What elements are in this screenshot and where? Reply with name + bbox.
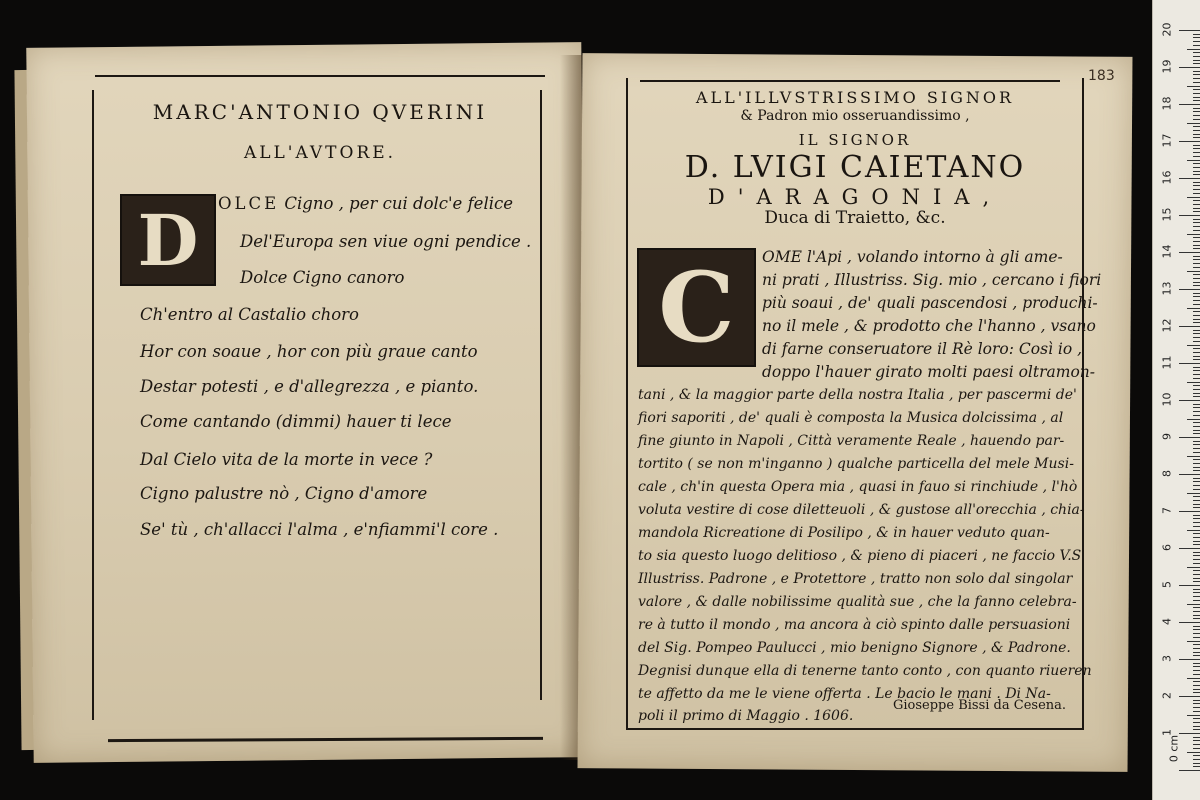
ruler-tick <box>1193 315 1200 316</box>
prose-line-10: tortito ( se non m'inganno ) qualche particella del mele Musi- <box>638 456 1074 472</box>
ruler-tick <box>1179 511 1200 512</box>
ruler-tick <box>1193 248 1200 249</box>
ruler-tick <box>1193 359 1200 360</box>
ruler-tick <box>1193 171 1200 172</box>
prose-line-11: cale , ch'in questa Opera mia , quasi in fauo si rinchiude , l'hò <box>638 479 1078 495</box>
ruler-tick <box>1193 703 1200 704</box>
ruler-tick <box>1179 30 1200 31</box>
ruler-tick <box>1193 204 1200 205</box>
ruler-tick <box>1193 563 1200 564</box>
ruler-tick <box>1193 755 1200 756</box>
ruler-tick <box>1187 271 1200 272</box>
ruler-tick <box>1193 541 1200 542</box>
ruler-tick <box>1193 185 1200 186</box>
ruler-tick <box>1193 152 1200 153</box>
ruler-tick <box>1193 333 1200 334</box>
ruler-tick <box>1193 644 1200 645</box>
verse-line-10: Se' tù , ch'allacci l'alma , e'nfiammi'l core . <box>140 520 499 539</box>
left-top-rule <box>95 75 545 77</box>
ruler-tick <box>1193 552 1200 553</box>
ruler-tick <box>1193 267 1200 268</box>
ruler-tick <box>1179 141 1200 142</box>
ruler-tick <box>1193 766 1200 767</box>
prose-line-5: di farne conseruatore il Rè loro: Così io , <box>762 340 1083 358</box>
ruler-tick <box>1187 86 1200 87</box>
ruler-tick <box>1193 396 1200 397</box>
ruler-tick <box>1193 426 1200 427</box>
ruler-number: 10 <box>1160 392 1174 407</box>
ruler-tick <box>1193 496 1200 497</box>
ruler-tick <box>1193 666 1200 667</box>
prose-line-14: to sia questo luogo delitioso , & pieno di piaceri , ne faccio V.S. <box>638 548 1086 564</box>
ruler-tick <box>1193 433 1200 434</box>
ruler-tick <box>1187 197 1200 198</box>
ruler-tick <box>1193 652 1200 653</box>
ruler-tick <box>1193 611 1200 612</box>
ruler-tick <box>1193 559 1200 560</box>
ruler-tick <box>1193 82 1200 83</box>
ruler-tick <box>1193 259 1200 260</box>
ruler-tick <box>1193 393 1200 394</box>
ruler-tick <box>1193 263 1200 264</box>
ruler-tick <box>1193 570 1200 571</box>
ruler-tick <box>1193 174 1200 175</box>
ruler-tick <box>1187 49 1200 50</box>
ruler-tick <box>1193 637 1200 638</box>
ruler-tick <box>1193 459 1200 460</box>
ruler-tick <box>1193 134 1200 135</box>
ruler-tick <box>1193 193 1200 194</box>
ruler-tick <box>1193 592 1200 593</box>
ruler-tick <box>1193 56 1200 57</box>
dedication-line-1: ALL'ILLVSTRISSIMO SIGNOR <box>695 88 1015 107</box>
prose-line-15: Illustriss. Padrone , e Protettore , tratto non solo dal singolar <box>638 571 1073 587</box>
ruler-tick <box>1193 504 1200 505</box>
ruler-tick <box>1193 337 1200 338</box>
verse-line-2: Del'Europa sen viue ogni pendice . <box>240 232 532 251</box>
ruler-tick <box>1193 352 1200 353</box>
ruler-tick <box>1193 500 1200 501</box>
measurement-ruler <box>1152 0 1200 800</box>
prose-line-17: re à tutto il mondo , ma ancora à ciò spinto dalle persuasioni <box>638 617 1071 633</box>
ruler-tick <box>1187 456 1200 457</box>
ruler-tick <box>1193 108 1200 109</box>
prose-line-12: voluta vestire di cose diletteuoli , & gustose all'orecchia , chia- <box>638 502 1085 518</box>
ruler-number: 15 <box>1160 207 1174 222</box>
ruler-tick <box>1193 674 1200 675</box>
ruler-tick <box>1193 633 1200 634</box>
ruler-tick <box>1193 489 1200 490</box>
prose-line-21: poli il primo di Maggio . 1606. <box>638 708 854 724</box>
verse-line-7: Come cantando (dimmi) hauer ti lece <box>140 412 452 431</box>
verse-line-1-text: Cigno , per cui dolc'e felice <box>279 194 514 213</box>
ruler-tick <box>1193 404 1200 405</box>
ruler-tick <box>1193 685 1200 686</box>
ruler-tick <box>1193 748 1200 749</box>
ruler-tick <box>1187 160 1200 161</box>
ruler-tick <box>1193 648 1200 649</box>
ruler-tick <box>1187 604 1200 605</box>
ruler-tick <box>1193 304 1200 305</box>
verse-line-5: Hor con soaue , hor con più graue canto <box>140 342 478 361</box>
ruler-tick <box>1193 444 1200 445</box>
ruler-tick <box>1179 585 1200 586</box>
prose-line-20: te affetto da me le viene offerta . Le bacio le mani . Di Na- <box>638 686 1051 702</box>
dedication-line-3: IL SIGNOR <box>798 131 912 149</box>
ruler-tick <box>1193 663 1200 664</box>
woodcut-initial-c <box>637 248 756 367</box>
ruler-tick <box>1193 681 1200 682</box>
ruler-tick <box>1193 241 1200 242</box>
prose-line-9: fine giunto in Napoli , Città veramente Reale , hauendo par- <box>638 433 1065 449</box>
dedicatee-name: D. LVIGI CAIETANO <box>684 150 1026 185</box>
ruler-tick <box>1193 596 1200 597</box>
ruler-tick <box>1187 123 1200 124</box>
verse-line-9: Cigno palustre nò , Cigno d'amore <box>140 484 428 503</box>
ruler-tick <box>1193 89 1200 90</box>
ruler-tick <box>1193 148 1200 149</box>
ruler-number: 3 <box>1160 655 1174 662</box>
left-right-rule <box>540 90 542 700</box>
ruler-tick <box>1193 200 1200 201</box>
ruler-tick <box>1193 230 1200 231</box>
ruler-tick <box>1193 744 1200 745</box>
ruler-tick <box>1193 407 1200 408</box>
ruler-tick <box>1187 752 1200 753</box>
ruler-tick <box>1179 474 1200 475</box>
ruler-number: 16 <box>1160 170 1174 185</box>
ruler-tick <box>1193 485 1200 486</box>
ruler-number: 20 <box>1160 22 1174 37</box>
ruler-tick <box>1187 493 1200 494</box>
ruler-tick <box>1193 729 1200 730</box>
ruler-number: 18 <box>1160 96 1174 111</box>
ruler-tick <box>1193 145 1200 146</box>
ruler-tick <box>1193 167 1200 168</box>
ruler-tick <box>1187 345 1200 346</box>
ruler-tick <box>1193 518 1200 519</box>
ruler-tick <box>1193 45 1200 46</box>
ruler-tick <box>1193 341 1200 342</box>
ruler-tick <box>1193 470 1200 471</box>
ruler-tick <box>1179 733 1200 734</box>
ruler-tick <box>1193 707 1200 708</box>
ruler-number: 11 <box>1160 355 1174 370</box>
dedicatee-title: Duca di Traietto, &c. <box>764 208 946 228</box>
ruler-tick <box>1193 389 1200 390</box>
ruler-tick <box>1193 692 1200 693</box>
ruler-tick <box>1193 63 1200 64</box>
ruler-tick <box>1193 71 1200 72</box>
ruler-tick <box>1179 437 1200 438</box>
ruler-tick <box>1193 422 1200 423</box>
ruler-tick <box>1193 763 1200 764</box>
ruler-tick <box>1193 737 1200 738</box>
verse-line-4: Ch'entro al Castalio choro <box>140 305 359 324</box>
verse-line-8: Dal Cielo vita de la morte in vece ? <box>140 450 433 469</box>
ruler-tick <box>1193 319 1200 320</box>
ruler-tick <box>1193 348 1200 349</box>
ruler-tick <box>1193 208 1200 209</box>
ruler-tick <box>1193 581 1200 582</box>
prose-line-13: mandola Ricreatione di Posilipo , & in hauer veduto quan- <box>638 525 1050 541</box>
poem-author: MARC'ANTONIO QVERINI <box>152 100 488 124</box>
ruler-number: 12 <box>1160 318 1174 333</box>
ruler-tick <box>1193 356 1200 357</box>
prose-line-18: del Sig. Pompeo Paulucci , mio benigno Signore , & Padrone. <box>638 640 1071 656</box>
ruler-tick <box>1193 93 1200 94</box>
verse-line-3: Dolce Cigno canoro <box>240 268 405 287</box>
ruler-tick <box>1179 770 1200 771</box>
ruler-tick <box>1179 178 1200 179</box>
dedicatee-house: D'ARAGONIA, <box>707 185 1003 209</box>
ruler-tick <box>1193 367 1200 368</box>
ruler-tick <box>1193 629 1200 630</box>
ruler-tick <box>1193 130 1200 131</box>
ruler-tick <box>1193 415 1200 416</box>
ruler-tick <box>1193 74 1200 75</box>
ruler-tick <box>1193 256 1200 257</box>
ruler-tick <box>1193 52 1200 53</box>
ruler-tick <box>1193 296 1200 297</box>
ruler-tick <box>1187 419 1200 420</box>
ruler-tick <box>1193 97 1200 98</box>
ruler-tick <box>1193 607 1200 608</box>
ruler-unit-label: 0 cm <box>1167 734 1181 763</box>
ruler-tick <box>1193 37 1200 38</box>
ruler-tick <box>1193 41 1200 42</box>
ruler-tick <box>1193 330 1200 331</box>
ruler-tick <box>1179 659 1200 660</box>
prose-line-3: più soaui , de' quali pascendosi , produchi- <box>762 294 1098 312</box>
ruler-tick <box>1193 740 1200 741</box>
signature: Gioseppe Bissi da Cesena. <box>893 698 1067 713</box>
ruler-number: 4 <box>1160 618 1174 625</box>
ruler-tick <box>1193 189 1200 190</box>
ruler-tick <box>1193 274 1200 275</box>
ruler-tick <box>1193 311 1200 312</box>
ruler-number: 5 <box>1160 581 1174 588</box>
ruler-tick <box>1193 467 1200 468</box>
ruler-tick <box>1179 104 1200 105</box>
ruler-tick <box>1193 533 1200 534</box>
prose-line-6: doppo l'hauer girato molti paesi oltramon- <box>762 363 1096 381</box>
ruler-tick <box>1193 226 1200 227</box>
prose-line-16: valore , & dalle nobilissime qualità sue , che la fanno celebra- <box>638 594 1077 610</box>
ruler-tick <box>1193 718 1200 719</box>
ruler-tick <box>1193 378 1200 379</box>
ruler-tick <box>1193 100 1200 101</box>
ruler-tick <box>1179 622 1200 623</box>
ruler-tick <box>1193 78 1200 79</box>
ruler-tick <box>1187 234 1200 235</box>
ruler-tick <box>1193 555 1200 556</box>
initial-letter: C <box>658 251 735 364</box>
prose-line-4: no il mele , & prodotto che l'hanno , vsano <box>762 317 1096 335</box>
ruler-tick <box>1193 481 1200 482</box>
woodcut-initial-d <box>120 194 216 286</box>
ruler-number: 6 <box>1160 544 1174 551</box>
ruler-tick <box>1193 285 1200 286</box>
ruler-tick <box>1179 363 1200 364</box>
ruler-tick <box>1193 722 1200 723</box>
verse-capitals: OLCE <box>218 194 280 213</box>
ruler-number: 19 <box>1160 59 1174 74</box>
right-bottom-rule <box>626 728 1084 730</box>
ruler-tick <box>1193 385 1200 386</box>
ruler-tick <box>1193 115 1200 116</box>
ruler-tick <box>1193 615 1200 616</box>
ruler-tick <box>1179 67 1200 68</box>
ruler-tick <box>1193 600 1200 601</box>
ruler-tick <box>1187 567 1200 568</box>
ruler-tick <box>1187 641 1200 642</box>
prose-line-7: tani , & la maggior parte della nostra Italia , per pascermi de' <box>638 387 1077 403</box>
ruler-tick <box>1179 696 1200 697</box>
ruler-tick <box>1193 245 1200 246</box>
right-top-rule <box>640 80 1060 82</box>
ruler-number: 17 <box>1160 133 1174 148</box>
ruler-tick <box>1193 618 1200 619</box>
ruler-number: 2 <box>1160 692 1174 699</box>
ruler-tick <box>1193 452 1200 453</box>
initial-letter: D <box>137 198 199 282</box>
poem-addressee: ALL'AVTORE. <box>243 143 397 163</box>
ruler-tick <box>1193 726 1200 727</box>
ruler-number: 9 <box>1160 433 1174 440</box>
ruler-tick <box>1179 289 1200 290</box>
ruler-tick <box>1179 548 1200 549</box>
ruler-tick <box>1193 278 1200 279</box>
prose-line-19: Degnisi dunque ella di tenerne tanto conto , con quanto riueren <box>638 663 1092 679</box>
ruler-tick <box>1193 441 1200 442</box>
ruler-tick <box>1193 111 1200 112</box>
ruler-tick <box>1193 448 1200 449</box>
ruler-tick <box>1193 578 1200 579</box>
ruler-tick <box>1179 400 1200 401</box>
ruler-tick <box>1193 544 1200 545</box>
ruler-tick <box>1193 300 1200 301</box>
ruler-tick <box>1187 715 1200 716</box>
ruler-tick <box>1193 589 1200 590</box>
verse-line-1 <box>218 194 513 213</box>
ruler-number: 13 <box>1160 281 1174 296</box>
ruler-tick <box>1193 478 1200 479</box>
ruler-tick <box>1187 530 1200 531</box>
ruler-tick <box>1193 293 1200 294</box>
ruler-tick <box>1193 463 1200 464</box>
ruler-tick <box>1193 282 1200 283</box>
ruler-tick <box>1193 370 1200 371</box>
ruler-tick <box>1193 430 1200 431</box>
ruler-tick <box>1193 411 1200 412</box>
ruler-tick <box>1187 678 1200 679</box>
ruler-tick <box>1187 308 1200 309</box>
ruler-tick <box>1193 522 1200 523</box>
ruler-tick <box>1193 34 1200 35</box>
ruler-tick <box>1193 211 1200 212</box>
ruler-tick <box>1193 119 1200 120</box>
ruler-tick <box>1193 60 1200 61</box>
ruler-tick <box>1193 219 1200 220</box>
ruler-tick <box>1193 182 1200 183</box>
ruler-tick <box>1179 326 1200 327</box>
ruler-tick <box>1193 515 1200 516</box>
prose-line-2: ni prati , Illustriss. Sig. mio , cercano i fiori <box>762 271 1102 289</box>
ruler-tick <box>1193 537 1200 538</box>
ruler-tick <box>1193 626 1200 627</box>
ruler-tick <box>1193 322 1200 323</box>
left-left-rule <box>92 90 94 720</box>
dedication-line-2: & Padron mio osseruandissimo , <box>740 108 970 124</box>
ruler-tick <box>1193 574 1200 575</box>
ruler-tick <box>1193 507 1200 508</box>
ruler-tick <box>1193 156 1200 157</box>
verse-line-6: Destar potesti , e d'allegrezza , e pianto. <box>140 377 479 396</box>
ruler-number: 7 <box>1160 507 1174 514</box>
ruler-tick <box>1193 222 1200 223</box>
ruler-number: 1 <box>1160 729 1174 736</box>
prose-line-8: fiori saporiti , de' quali è composta la Musica dolcissima , al <box>638 410 1064 426</box>
ruler-tick <box>1193 711 1200 712</box>
ruler-number: 14 <box>1160 244 1174 259</box>
ruler-tick <box>1179 252 1200 253</box>
ruler-tick <box>1193 137 1200 138</box>
ruler-tick <box>1193 759 1200 760</box>
ruler-tick <box>1179 215 1200 216</box>
folio-number: 183 <box>1088 68 1115 84</box>
ruler-tick <box>1193 237 1200 238</box>
ruler-tick <box>1193 700 1200 701</box>
ruler-number: 8 <box>1160 470 1174 477</box>
ruler-tick <box>1193 689 1200 690</box>
ruler-tick <box>1193 655 1200 656</box>
prose-line-1: OME l'Api , volando intorno à gli ame- <box>762 248 1063 266</box>
ruler-tick <box>1187 382 1200 383</box>
ruler-tick <box>1193 670 1200 671</box>
ruler-tick <box>1193 126 1200 127</box>
ruler-tick <box>1193 526 1200 527</box>
ruler-tick <box>1193 374 1200 375</box>
ruler-tick <box>1193 163 1200 164</box>
